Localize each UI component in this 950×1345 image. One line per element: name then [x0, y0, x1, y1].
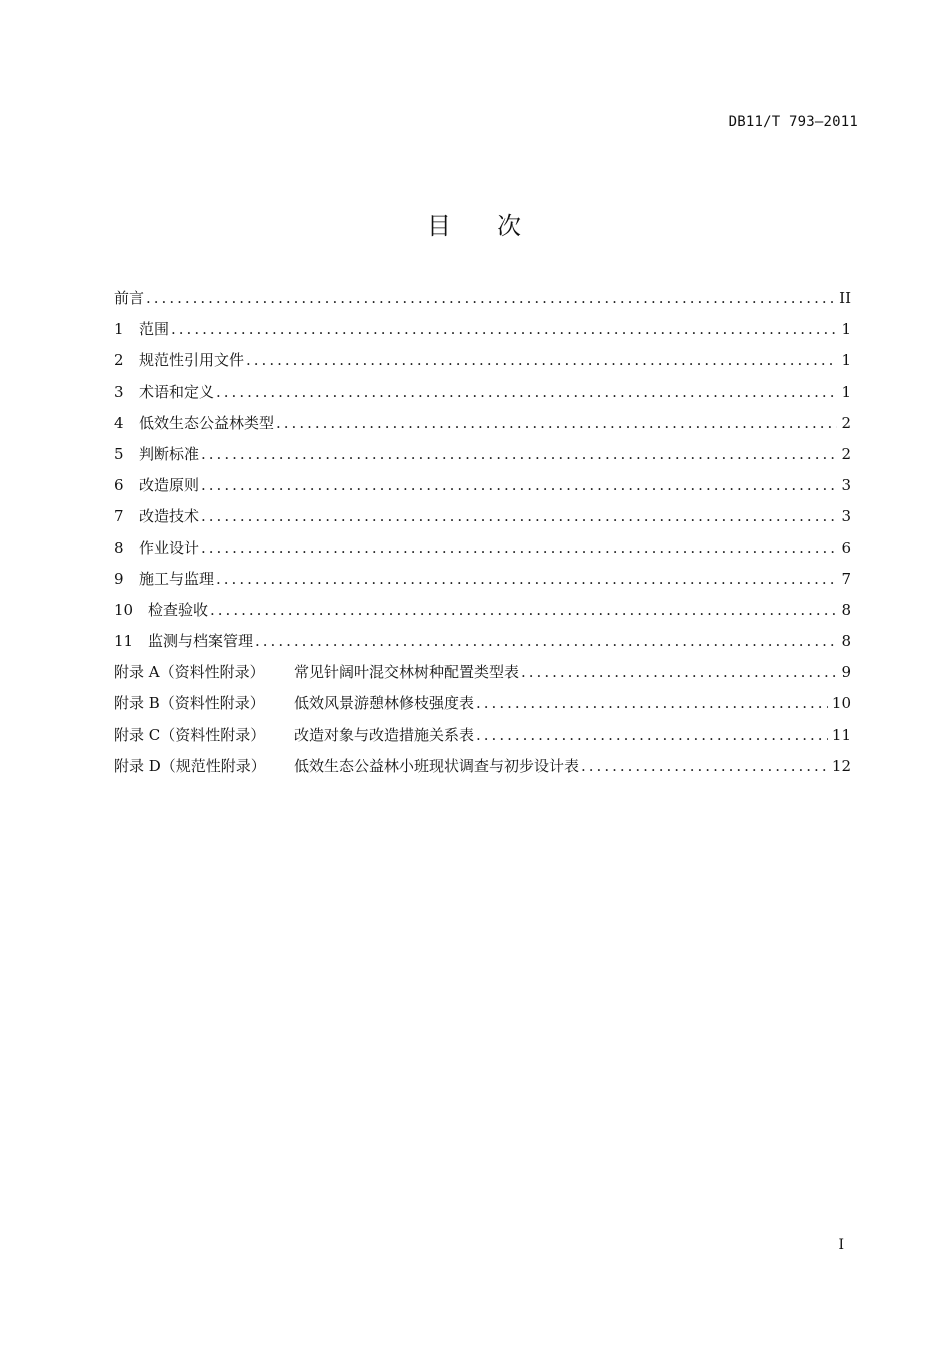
toc-entry-8[interactable]: [114, 533, 851, 564]
toc-entry-page: II: [839, 289, 851, 307]
toc-entry-number: 附录 C（资料性附录）: [114, 725, 266, 744]
toc-entry-label: 前言: [114, 289, 145, 307]
toc-entry-label: 常见针阔叶混交林树种配置类型表: [294, 663, 520, 682]
toc-entry-number: 附录 B（资料性附录）: [114, 694, 265, 713]
toc-entry-number: 11: [114, 632, 134, 651]
dot-leader: [201, 533, 837, 564]
dot-leader: [216, 377, 837, 408]
toc-entry-label: 施工与监理: [139, 569, 215, 588]
toc-entry-appendix-c[interactable]: [114, 720, 851, 751]
toc-entry-2[interactable]: [114, 345, 851, 376]
dot-leader: [210, 595, 837, 626]
toc-entry-number: 4: [114, 413, 124, 432]
toc-entry-number: 附录 A（资料性附录）: [114, 663, 265, 682]
toc-entry-appendix-d[interactable]: [114, 751, 851, 782]
toc-entry-page: 6: [841, 538, 851, 557]
standard-code: DB11/T 793—2011: [728, 114, 858, 130]
dot-leader: [255, 626, 837, 657]
toc-entry-number: 10: [114, 600, 134, 619]
toc-entry-label: 作业设计: [139, 538, 200, 557]
toc-entry-page: 12: [831, 756, 851, 775]
dot-leader: [521, 657, 837, 688]
dot-leader: [581, 751, 828, 782]
toc-entry-foreword[interactable]: [114, 283, 851, 314]
toc-entry-page: 8: [841, 600, 851, 619]
toc-entry-label: 判断标准: [139, 444, 200, 463]
toc-entry-1[interactable]: [114, 314, 851, 345]
dot-leader: [146, 283, 835, 314]
toc-entry-label: 范围: [139, 320, 170, 339]
dot-leader: [201, 501, 837, 532]
toc-entry-appendix-b[interactable]: [114, 688, 851, 719]
toc-entry-6[interactable]: [114, 470, 851, 501]
toc-entry-page: 1: [841, 320, 851, 339]
toc-entry-page: 11: [831, 725, 851, 744]
toc-entry-number: 7: [114, 507, 124, 526]
dot-leader: [476, 688, 828, 719]
toc-entry-label: 监测与档案管理: [148, 632, 254, 651]
toc-entry-label: 检查验收: [148, 600, 209, 619]
title-part-2: 次: [497, 212, 523, 240]
title-part-1: 目: [427, 212, 453, 240]
toc-entry-number: 1: [114, 320, 124, 339]
toc-entry-page: 2: [841, 413, 851, 432]
page-title: [0, 206, 950, 241]
toc-entry-4[interactable]: [114, 408, 851, 439]
dot-leader: [276, 408, 837, 439]
toc-entry-page: 10: [831, 694, 851, 713]
toc-entry-page: 8: [841, 632, 851, 651]
toc-entry-label: 术语和定义: [139, 382, 215, 401]
toc-entry-label: 改造技术: [139, 507, 200, 526]
toc-entry-number: 6: [114, 476, 124, 495]
toc-entry-label: 低效生态公益林小班现状调查与初步设计表: [294, 756, 580, 775]
toc-entry-label: 改造对象与改造措施关系表: [294, 725, 475, 744]
toc-entry-label: 规范性引用文件: [139, 351, 245, 370]
toc-entry-10[interactable]: [114, 595, 851, 626]
dot-leader: [216, 564, 837, 595]
dot-leader: [201, 470, 837, 501]
toc-entry-3[interactable]: [114, 377, 851, 408]
toc-entry-5[interactable]: [114, 439, 851, 470]
toc-entry-number: 3: [114, 382, 124, 401]
page-number: I: [838, 1237, 844, 1253]
toc-entry-label: 低效风景游憩林修枝强度表: [294, 694, 475, 713]
toc-entry-label: 低效生态公益林类型: [139, 413, 275, 432]
dot-leader: [201, 439, 837, 470]
toc-entry-page: 2: [841, 444, 851, 463]
toc-entry-page: 7: [841, 569, 851, 588]
toc-entry-number: 8: [114, 538, 124, 557]
toc-entry-page: 3: [841, 476, 851, 495]
toc-entry-page: 3: [841, 507, 851, 526]
toc-entry-11[interactable]: [114, 626, 851, 657]
toc-entry-7[interactable]: [114, 501, 851, 532]
dot-leader: [246, 345, 837, 376]
toc-entry-number: 9: [114, 569, 124, 588]
dot-leader: [171, 314, 837, 345]
toc-entry-label: 改造原则: [139, 476, 200, 495]
toc-entry-appendix-a[interactable]: [114, 657, 851, 688]
toc-entry-page: 9: [841, 663, 851, 682]
toc-entry-9[interactable]: [114, 564, 851, 595]
toc-entry-number: 附录 D（规范性附录）: [114, 756, 266, 775]
toc-entry-page: 1: [841, 382, 851, 401]
table-of-contents: [114, 283, 851, 782]
toc-entry-number: 5: [114, 444, 124, 463]
dot-leader: [476, 720, 828, 751]
toc-entry-page: 1: [841, 351, 851, 370]
toc-entry-number: 2: [114, 351, 124, 370]
